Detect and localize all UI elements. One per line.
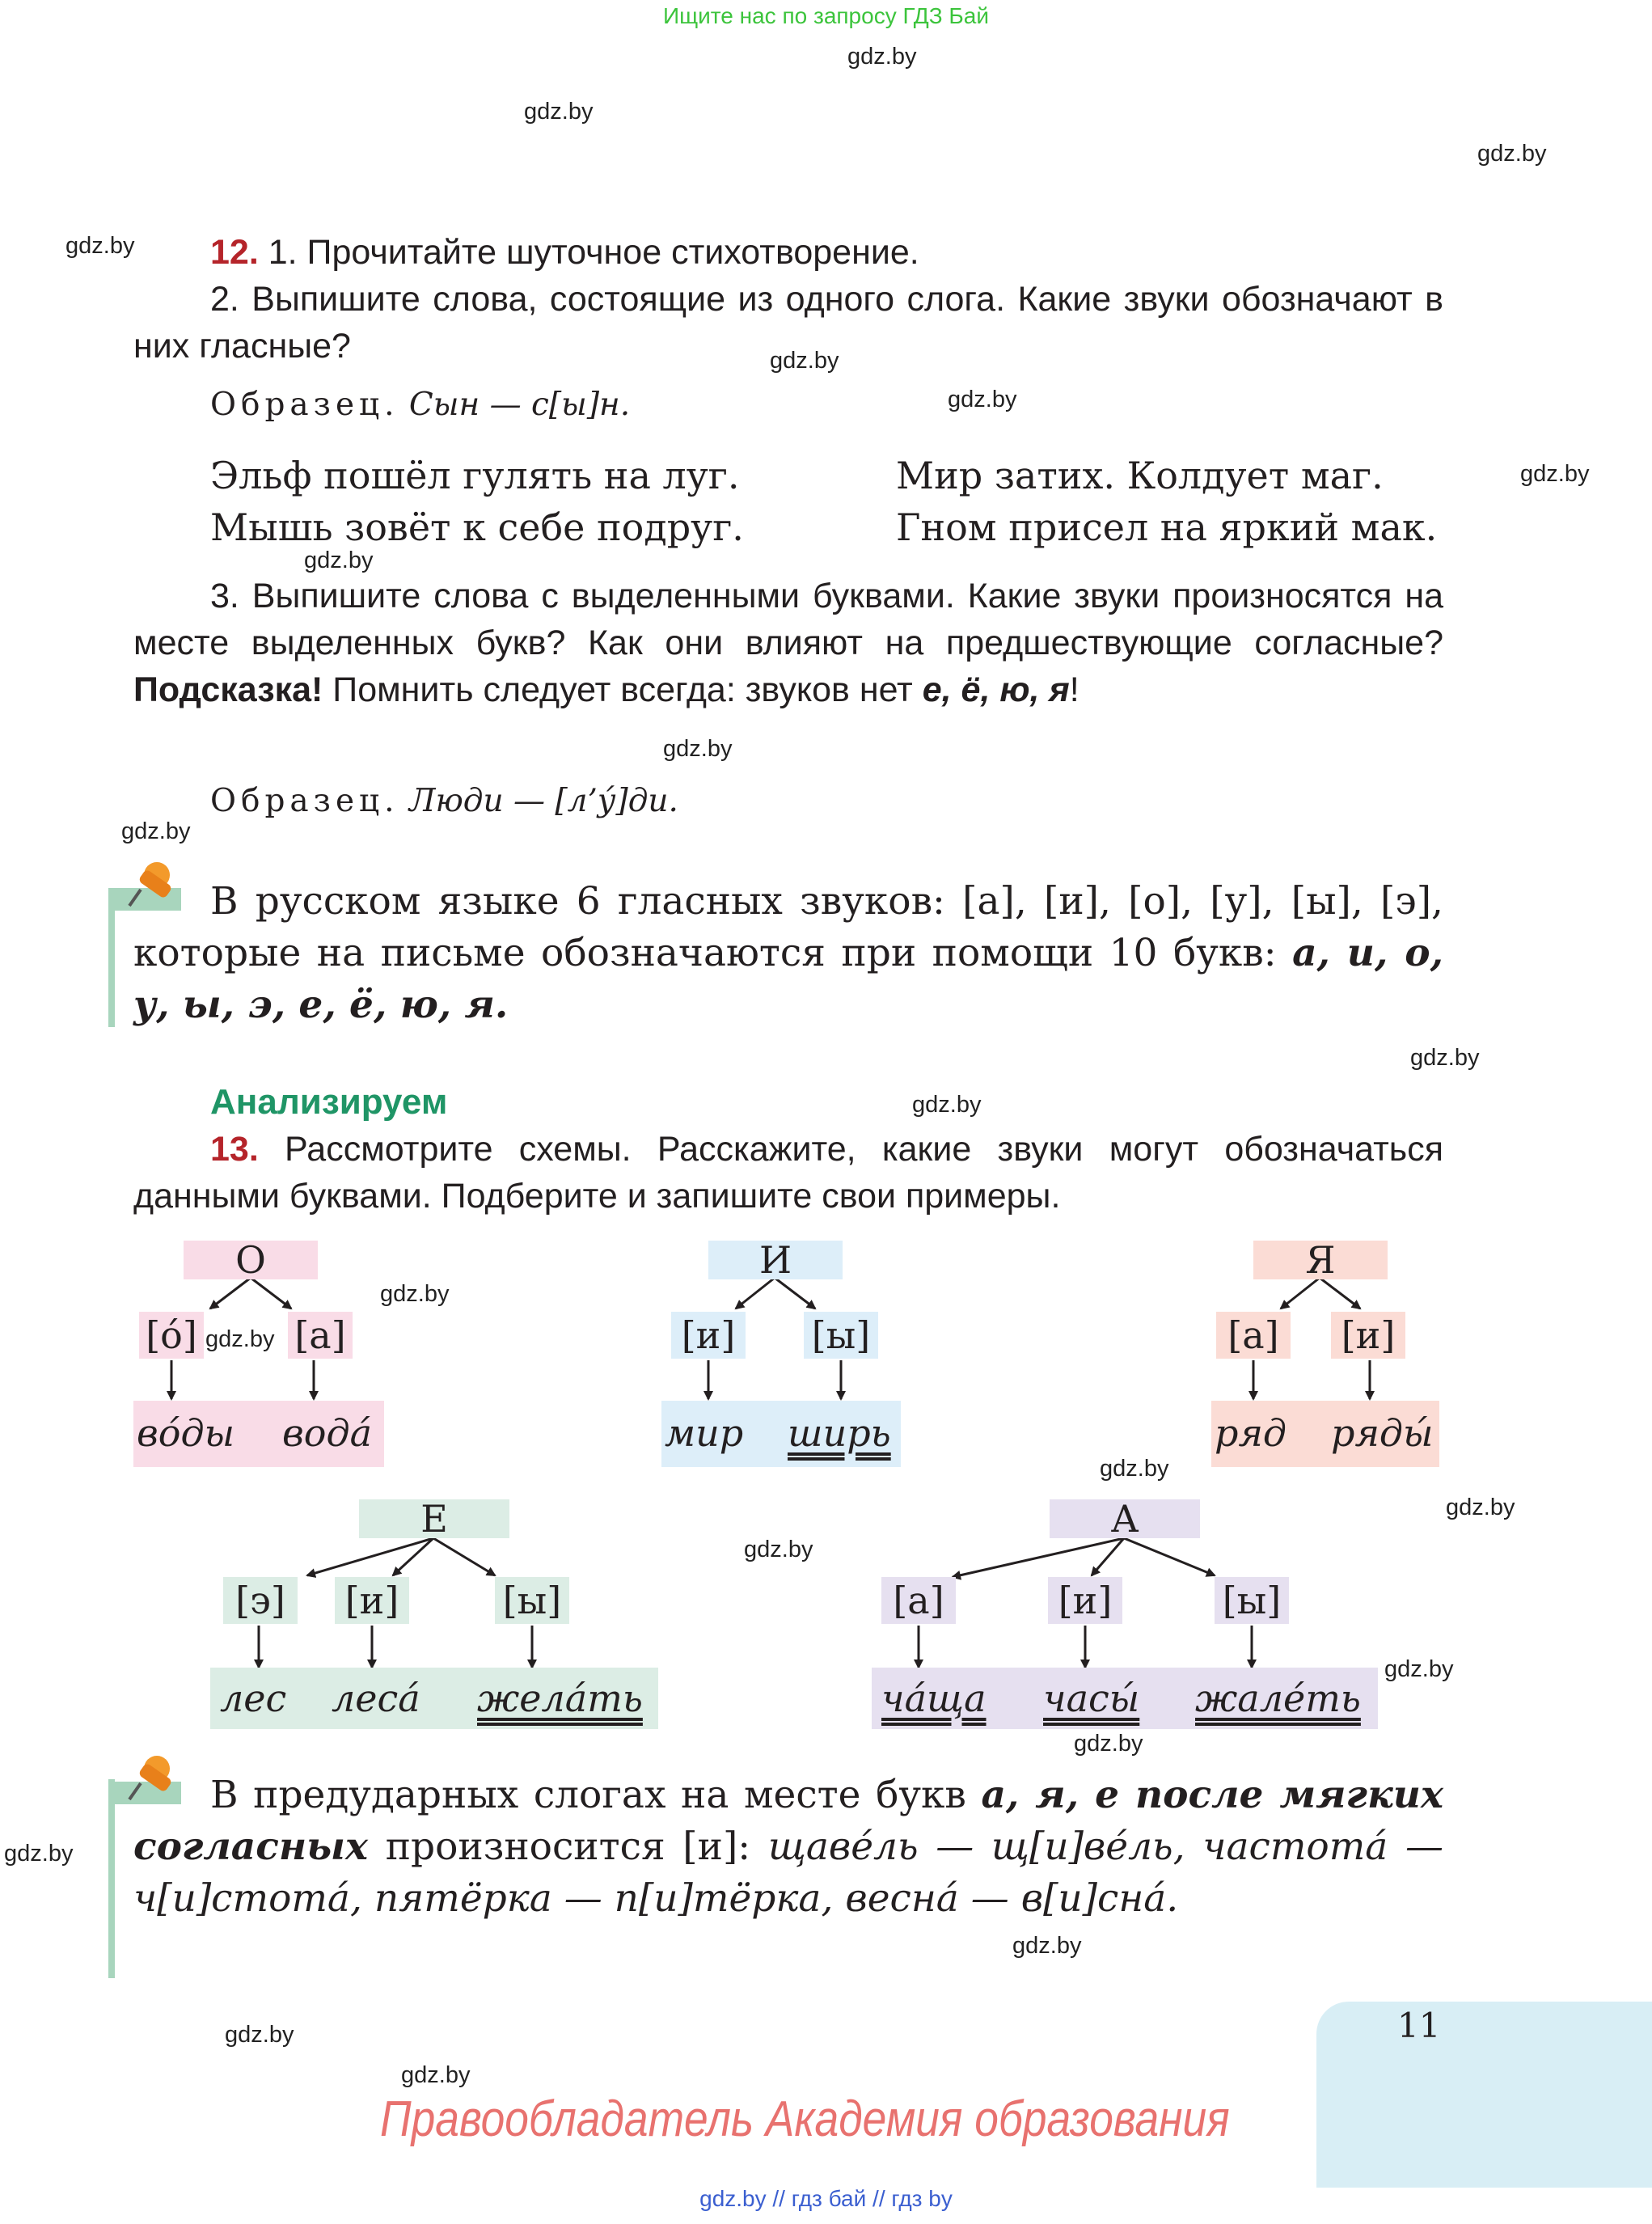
scheme-i-words — [661, 1401, 901, 1467]
word: ширь — [788, 1411, 891, 1455]
arrow — [1320, 1278, 1360, 1309]
exercise-12-task-2: 2. Выпишите слова, состоящие из одного слога. Какие звуки обозначают в них гласные? — [133, 280, 1443, 366]
top-banner[interactable]: Ищите нас по запросу ГДЗ Бай — [662, 3, 990, 28]
scheme-e-sound-2: [и] — [335, 1577, 409, 1624]
rule-2 — [133, 1769, 1443, 1925]
word: жале́ть — [1195, 1676, 1361, 1720]
scheme-a-letter: А — [1050, 1499, 1200, 1538]
word: ча́ща — [881, 1676, 987, 1720]
scheme-e-sound-3: [ы] — [495, 1577, 569, 1624]
scheme-o-words — [133, 1401, 384, 1467]
copyright: Правообладатель Академия образования — [380, 2091, 1230, 2147]
scheme-o-letter: О — [184, 1241, 318, 1279]
watermark: gdz.by — [1477, 141, 1547, 167]
rule-letters: а, и, о, у, ы, э, е, ё, ю, я. — [133, 931, 1443, 1027]
scheme-ya-sound-2: [и] — [1331, 1312, 1405, 1359]
rule-example: весна́ — в[и]сна́. — [845, 1876, 1179, 1921]
watermark: gdz.by — [1410, 1045, 1480, 1071]
section-heading: Анализируем — [210, 1082, 448, 1122]
watermark: gdz.by — [1384, 1656, 1454, 1682]
scheme-i-sound-2: [ы] — [804, 1312, 878, 1359]
arrow — [210, 1278, 251, 1309]
watermark: gdz.by — [205, 1326, 275, 1352]
watermark: gdz.by — [744, 1537, 813, 1562]
page-number-box — [1316, 2002, 1652, 2188]
watermark: gdz.by — [770, 348, 839, 374]
poem-line: Гном присел на яркий мак. — [896, 505, 1438, 549]
watermark: gdz.by — [401, 2062, 471, 2088]
watermark: gdz.by — [4, 1841, 74, 1867]
scheme-a-sound-2: [и] — [1048, 1577, 1122, 1624]
task-text: 1. Прочитайте шуточное стихотворение. — [268, 233, 919, 272]
word: во́ды — [137, 1411, 235, 1455]
word: вода́ — [282, 1411, 373, 1455]
scheme-ya-sound-1: [а] — [1216, 1312, 1291, 1359]
scheme-e-sound-1: [э] — [223, 1577, 298, 1624]
hint-label: Подсказка! — [133, 670, 323, 709]
word: ряды́ — [1331, 1411, 1434, 1455]
word: леса́ — [332, 1676, 420, 1720]
scheme-i-sound-1: [и] — [671, 1312, 746, 1359]
scheme-o-sound-2: [а] — [288, 1312, 353, 1359]
poem-line: Эльф пошёл гулять на луг. — [210, 454, 740, 497]
rule-example: частота́ — ч[и]стота́, — [133, 1824, 1443, 1921]
rule-example: щаве́ль — щ[и]ве́ль, — [767, 1824, 1185, 1869]
watermark: gdz.by — [1012, 1933, 1082, 1959]
footer-links[interactable]: gdz.by // гдз бай // гдз by — [699, 2186, 953, 2211]
word: мир — [665, 1411, 744, 1455]
watermark: gdz.by — [65, 233, 135, 259]
watermark: gdz.by — [380, 1281, 450, 1307]
arrow — [953, 1538, 1124, 1577]
arrow — [1124, 1538, 1215, 1575]
poem-line: Мышь зовёт к себе подруг. — [210, 505, 744, 549]
scheme-a-words — [872, 1668, 1378, 1729]
arrow — [736, 1278, 775, 1309]
watermark: gdz.by — [847, 44, 917, 70]
rule-bold: а, я, е после мягких согласных — [133, 1773, 1443, 1869]
watermark: gdz.by — [1446, 1495, 1515, 1520]
scheme-o-sound-1: [о́] — [139, 1312, 204, 1359]
page-number: 11 — [1397, 2006, 1441, 2045]
scheme-e-words — [210, 1668, 658, 1729]
watermark: gdz.by — [912, 1092, 982, 1118]
scheme-ya-words — [1211, 1401, 1439, 1467]
rule-text: В предударных слогах на месте букв — [210, 1773, 966, 1817]
watermark: gdz.by — [524, 99, 594, 125]
sample-label: Образец. — [210, 387, 399, 423]
word: ряд — [1215, 1411, 1287, 1455]
hint-letters: е, ё, ю, я — [922, 670, 1070, 709]
scheme-a-sound-1: [а] — [881, 1577, 956, 1624]
watermark: gdz.by — [948, 387, 1017, 412]
watermark: gdz.by — [304, 548, 374, 573]
word: часы́ — [1043, 1676, 1140, 1720]
watermark: gdz.by — [121, 818, 191, 844]
poem-line: Мир затих. Колдует маг. — [896, 454, 1384, 497]
rule-example: пятёрка — п[и]тёрка, — [374, 1876, 834, 1921]
word: лес — [220, 1676, 287, 1720]
exercise-number: 13. — [210, 1130, 259, 1169]
word: жела́ть — [477, 1676, 643, 1720]
task-text: 3. Выпишите слова с выделенными буквами. Какие звуки произносятся на месте выделенных букв? Как они влияют на предшествующие согласные? — [133, 577, 1443, 662]
task-text: Рассмотрите схемы. Расскажите, какие звуки могут обозначаться данными буквами. Подберите и запишите свои примеры. — [133, 1130, 1443, 1216]
arrow — [775, 1278, 815, 1309]
scheme-a-sound-3: [ы] — [1215, 1577, 1289, 1624]
sample-label: Образец. — [210, 783, 399, 819]
arrow — [251, 1278, 291, 1309]
rule-text: В русском языке 6 гласных звуков: [а], [и], [о], [у], [ы], [э], которые на письме обозначаются при помощи 10 букв: — [133, 879, 1443, 975]
watermark: gdz.by — [1100, 1456, 1169, 1482]
scheme-ya-letter: Я — [1253, 1241, 1388, 1279]
rule-text: произносится [и]: — [385, 1824, 751, 1869]
exercise-number: 12. — [210, 233, 259, 272]
scheme-i-letter: И — [708, 1241, 843, 1279]
watermark: gdz.by — [663, 736, 733, 762]
arrow — [433, 1538, 495, 1575]
scheme-e-letter: Е — [359, 1499, 509, 1538]
sample-text: Люди — [л’у́]ди. — [408, 783, 678, 819]
watermark: gdz.by — [1520, 461, 1590, 487]
sample-text: Сын — с[ы]н. — [408, 387, 631, 423]
arrow — [1281, 1278, 1320, 1309]
task-text: ! — [1069, 670, 1080, 709]
task-text: Помнить следует всегда: звуков нет — [332, 670, 913, 709]
watermark: gdz.by — [1074, 1731, 1143, 1757]
watermark: gdz.by — [225, 2022, 294, 2048]
